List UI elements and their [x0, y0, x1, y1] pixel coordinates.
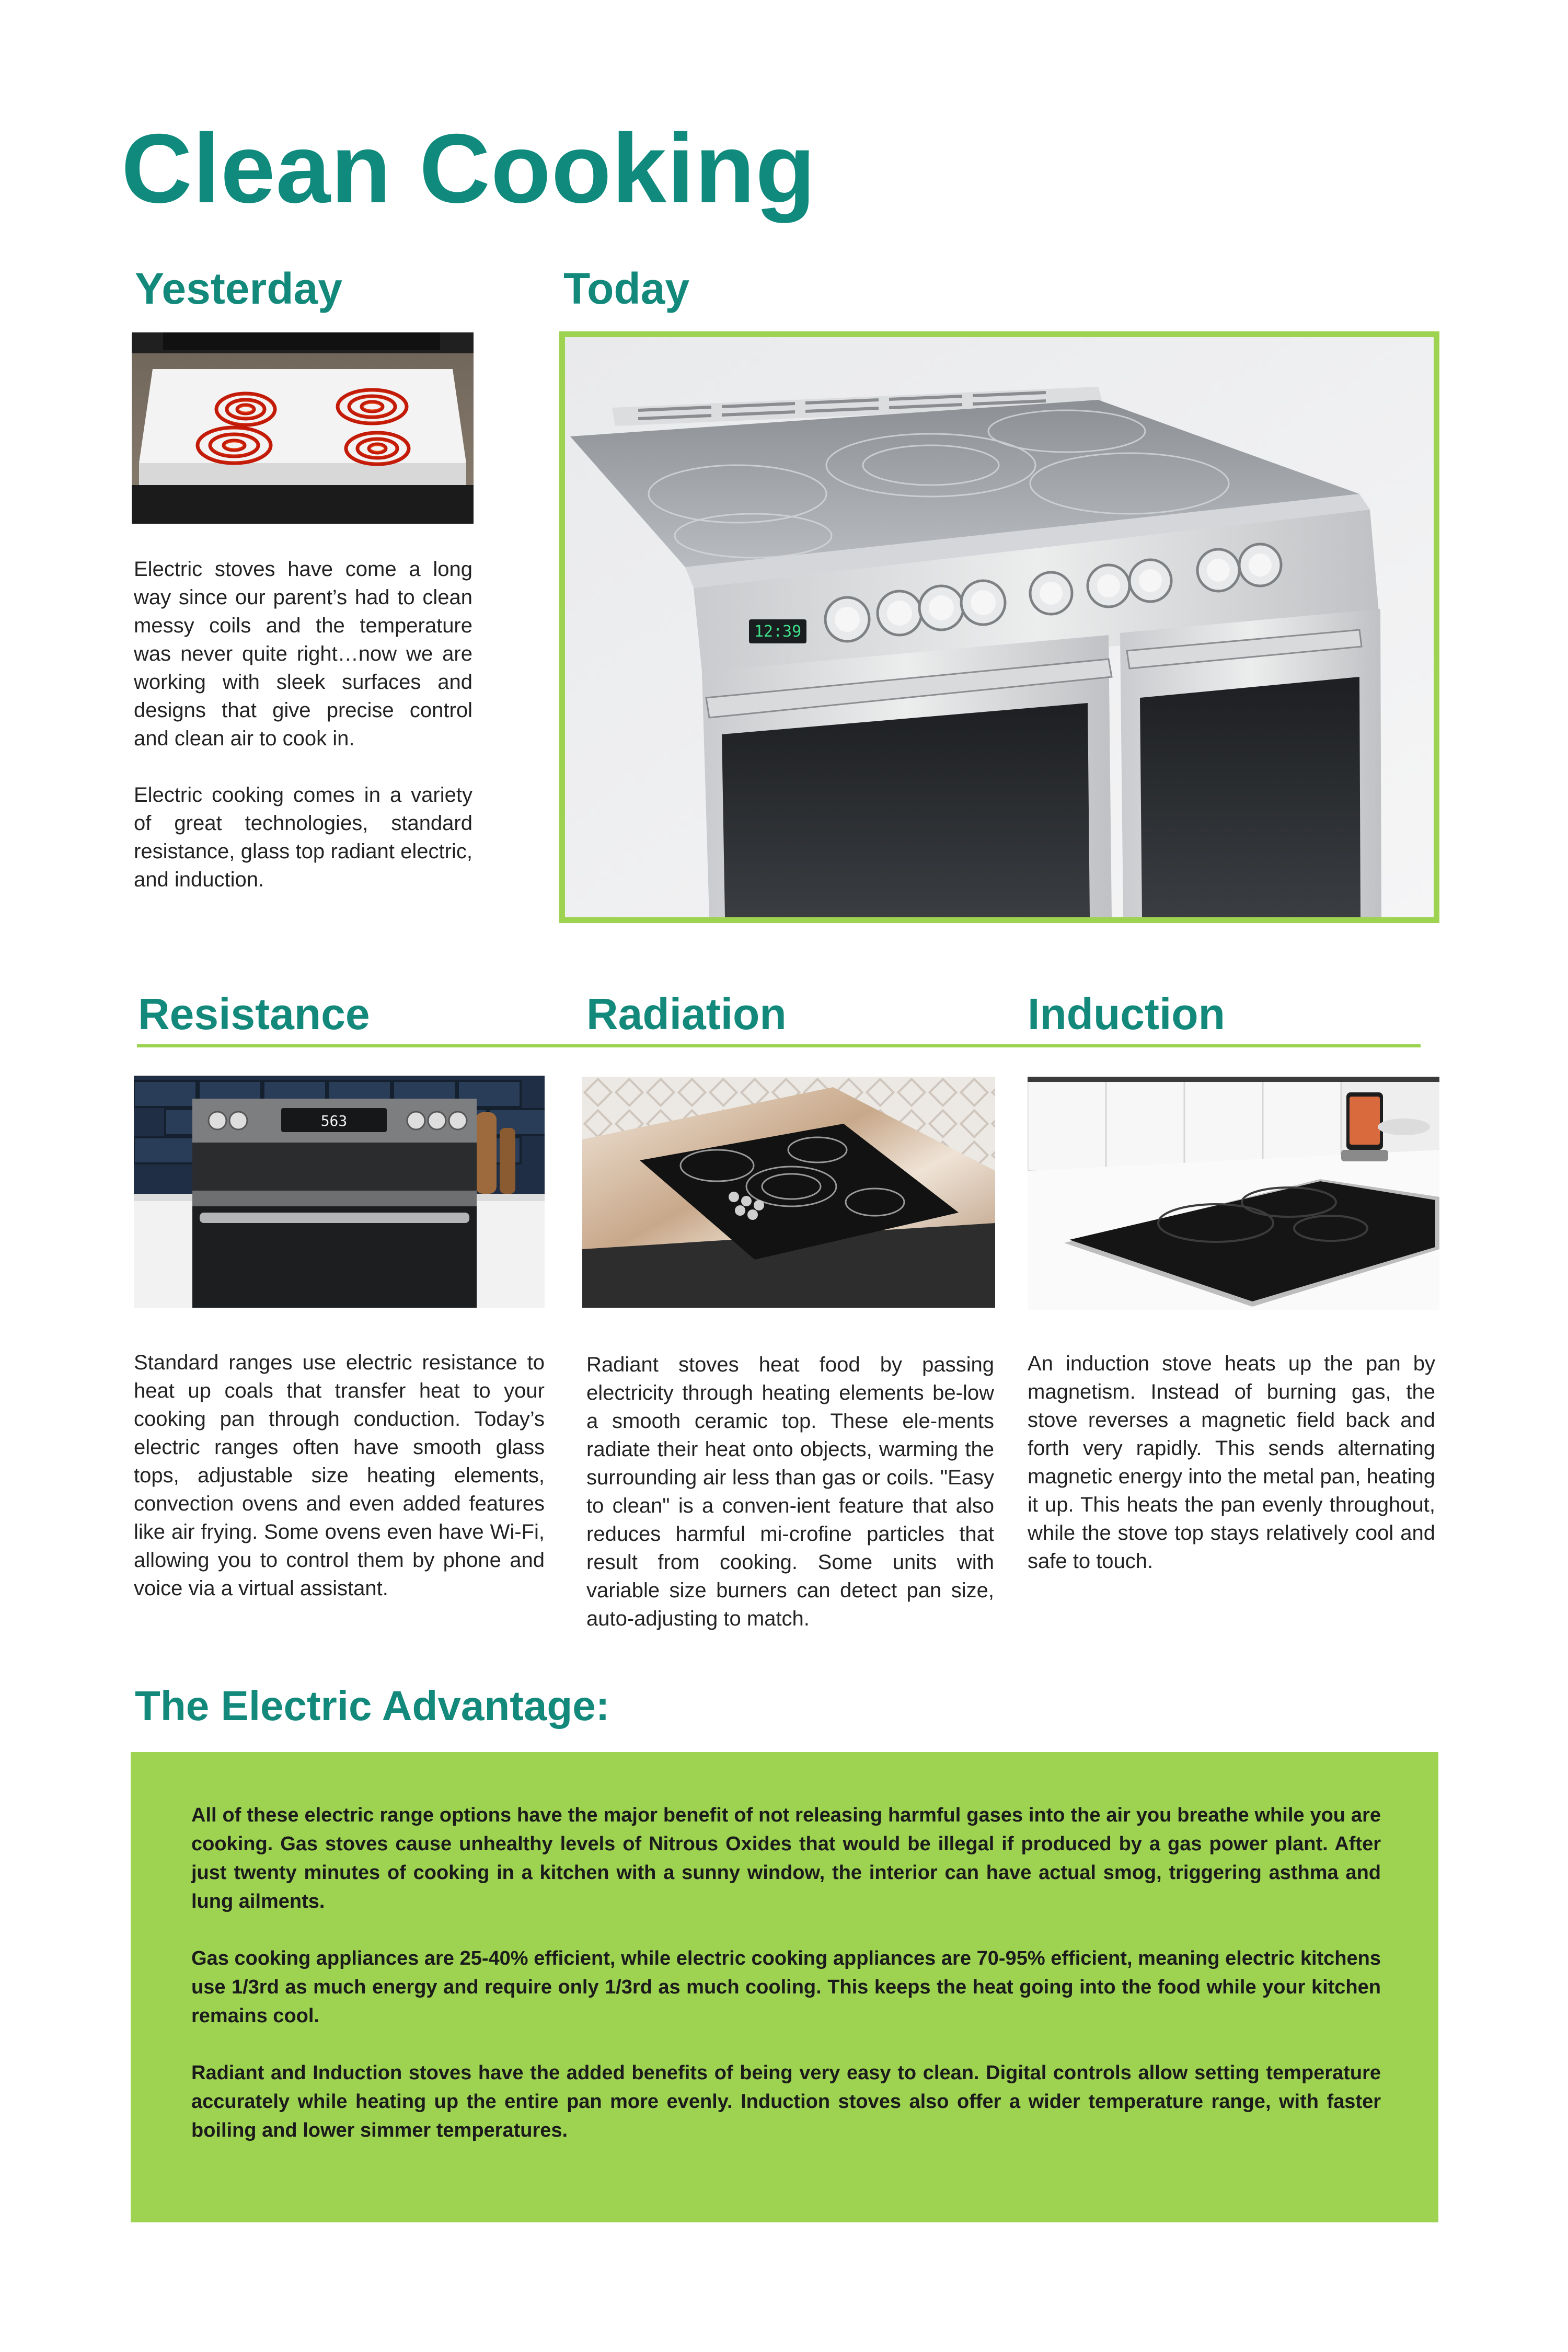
page-title: Clean Cooking: [121, 113, 816, 223]
resistance-text: Standard ranges use electric resistance to heat up coals that transfer heat to your cooking pan through conduction. Today’s electric ranges often have smooth glass tops, adjustable size heating elements, convection ovens and even added features like air frying. Some ovens even have Wi-Fi, allowing you to control them by phone and voice via a virtual assistant.: [134, 1351, 545, 1600]
today-heading: Today: [563, 264, 690, 313]
radiation-text: Radiant stoves heat food by passing electricity through heating elements be-low a smooth ceramic top. These ele-ments radiate their heat onto objects, warming the surrounding air less than gas or coils. "Easy to clean" is a conven-ient feature that also reduces harmful mi-crofine particles that result from cooking. Some units with variable size burners can detect pan size, auto-adjusting to match.: [586, 1353, 994, 1630]
advantage-paragraph-2: Gas cooking appliances are 25-40% efficient, while electric cooking appliances are 70-95% efficient, meaning electric kitchens use 1/3rd as much energy and require only 1/3rd as much cooling. This keeps the heat going into the food while your kitchen remains cool.: [191, 1947, 1381, 2027]
yesterday-text: [134, 555, 472, 894]
advantage-paragraph-1: All of these electric range options have the major benefit of not releasing harmful gases into the air you breathe while you are cooking. Gas stoves cause unhealthy levels of Nitrous Oxides that would be illegal if produced by a gas power plant. After just twenty minutes of cooking in a kitchen with a sunny window, the interior can have actual smog, triggering asthma and lung ailments.: [191, 1804, 1381, 1912]
induction-cooktop-photo: [1028, 1077, 1439, 1310]
radiant-cooktop-photo: [582, 1077, 995, 1308]
resistance-heading: Resistance: [138, 989, 370, 1039]
coil-stove-photo: [132, 332, 474, 524]
yesterday-paragraph-2: Electric cooking comes in a variety of great technologies, standard resistance, glass top radiant electric, and induction.: [134, 783, 472, 891]
section-divider: [137, 1044, 1421, 1047]
advantage-paragraph-3: Radiant and Induction stoves have the added benefits of being very easy to clean. Digital controls allow setting temperature accurately while heating up the entire pan more evenly. Induction stoves also offer a wider temperature range, with faster boiling and lower simmer temperatures.: [191, 2062, 1381, 2141]
induction-text: An induction stove heats up the pan by magnetism. Instead of burning gas, the stove reverses a magnetic field back and forth very rapidly. This sends alternating magnetic energy into the metal pan, heating it up. This heats the pan evenly throughout, while the stove top stays relatively cool and safe to touch.: [1028, 1352, 1435, 1573]
resistance-range-photo: [134, 1076, 545, 1308]
radiation-heading: Radiation: [586, 989, 787, 1039]
induction-heading: Induction: [1028, 989, 1225, 1039]
yesterday-heading: Yesterday: [135, 264, 342, 313]
yesterday-paragraph-1: Electric stoves have come a long way since our parent’s had to clean messy coils and the temperature was never quite right…now we are working with sleek surfaces and designs that give precise control and clean air to cook in.: [134, 558, 472, 750]
resistance-display: 563: [320, 1112, 348, 1129]
modern-range-photo: [559, 331, 1439, 923]
clock-readout: 12:39: [754, 622, 802, 641]
advantage-box: [131, 1752, 1438, 2222]
advantage-heading: The Electric Advantage:: [135, 1682, 610, 1729]
